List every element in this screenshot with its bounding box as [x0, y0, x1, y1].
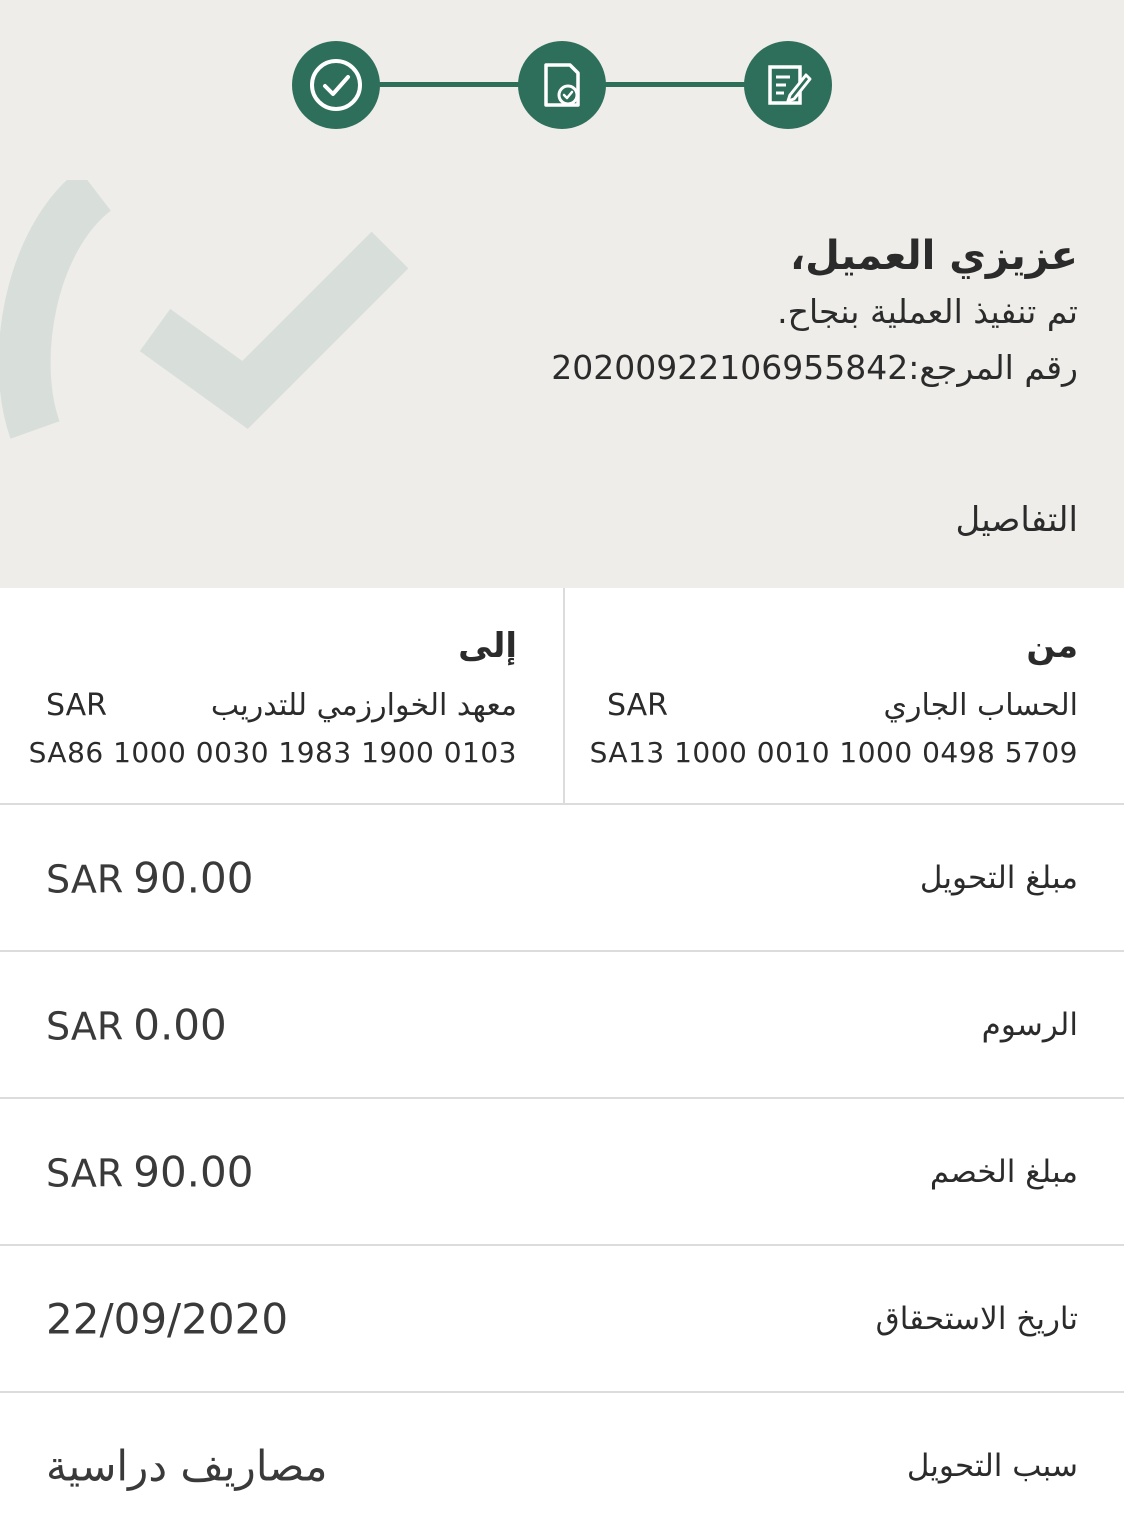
- transfer-amount-row: [0, 805, 1124, 952]
- transfer-amount-number: 90.00: [133, 853, 254, 902]
- transfer-amount-currency: SAR: [46, 857, 124, 901]
- to-title: إلى: [458, 626, 517, 666]
- to-currency: SAR: [46, 688, 107, 723]
- transfer-reason-label: سبب التحويل: [906, 1447, 1078, 1484]
- success-watermark-icon: [0, 180, 420, 450]
- transfer-reason-value: مصاريف دراسية: [46, 1441, 328, 1490]
- progress-stepper: [0, 0, 1124, 170]
- from-account-name: الحساب الجاري: [883, 688, 1078, 723]
- step-done: [292, 41, 380, 129]
- due-date-value: 22/09/2020: [46, 1294, 289, 1343]
- edit-document-icon: [760, 57, 816, 113]
- to-account-name: معهد الخوارزمي للتدريب: [210, 688, 517, 723]
- success-message: [551, 228, 1078, 396]
- debit-amount-row: [0, 1099, 1124, 1246]
- from-account: [565, 588, 1124, 803]
- reference-number: 20200922106955842: [551, 348, 909, 387]
- from-currency: SAR: [607, 688, 668, 723]
- step-edit: [744, 41, 832, 129]
- from-iban: SA13 1000 0010 1000 0498 5709: [589, 736, 1078, 769]
- transfer-amount-value: [46, 853, 253, 902]
- check-circle-icon: [308, 57, 364, 113]
- details-heading: التفاصيل: [955, 500, 1078, 540]
- debit-amount-number: 90.00: [133, 1147, 254, 1196]
- fees-value: [46, 1000, 227, 1049]
- to-account: [0, 588, 563, 803]
- due-date-label: تاريخ الاستحقاق: [875, 1300, 1078, 1337]
- debit-amount-currency: SAR: [46, 1151, 124, 1195]
- fees-label: الرسوم: [981, 1006, 1078, 1043]
- due-date-row: [0, 1246, 1124, 1393]
- fees-row: [0, 952, 1124, 1099]
- from-to-accounts: [0, 588, 1124, 805]
- transfer-amount-label: مبلغ التحويل: [919, 859, 1078, 896]
- to-iban: SA86 1000 0030 1983 1900 0103: [28, 736, 517, 769]
- step-review: [518, 41, 606, 129]
- greeting-title: عزيزي العميل،: [789, 233, 1078, 279]
- fees-number: 0.00: [133, 1000, 227, 1049]
- reference-label: رقم المرجع:: [908, 348, 1078, 387]
- success-text: تم تنفيذ العملية بنجاح.: [777, 292, 1078, 331]
- from-title: من: [1026, 626, 1078, 666]
- document-check-icon: [534, 57, 590, 113]
- transfer-reason-row: [0, 1393, 1124, 1538]
- confirmation-header: [0, 0, 1124, 588]
- debit-amount-value: [46, 1147, 253, 1196]
- stepper-connector: [378, 82, 522, 87]
- column-divider: [563, 588, 565, 803]
- reference-line: [551, 340, 1078, 396]
- debit-amount-label: مبلغ الخصم: [929, 1153, 1078, 1190]
- fees-currency: SAR: [46, 1004, 124, 1048]
- stepper-connector: [604, 82, 748, 87]
